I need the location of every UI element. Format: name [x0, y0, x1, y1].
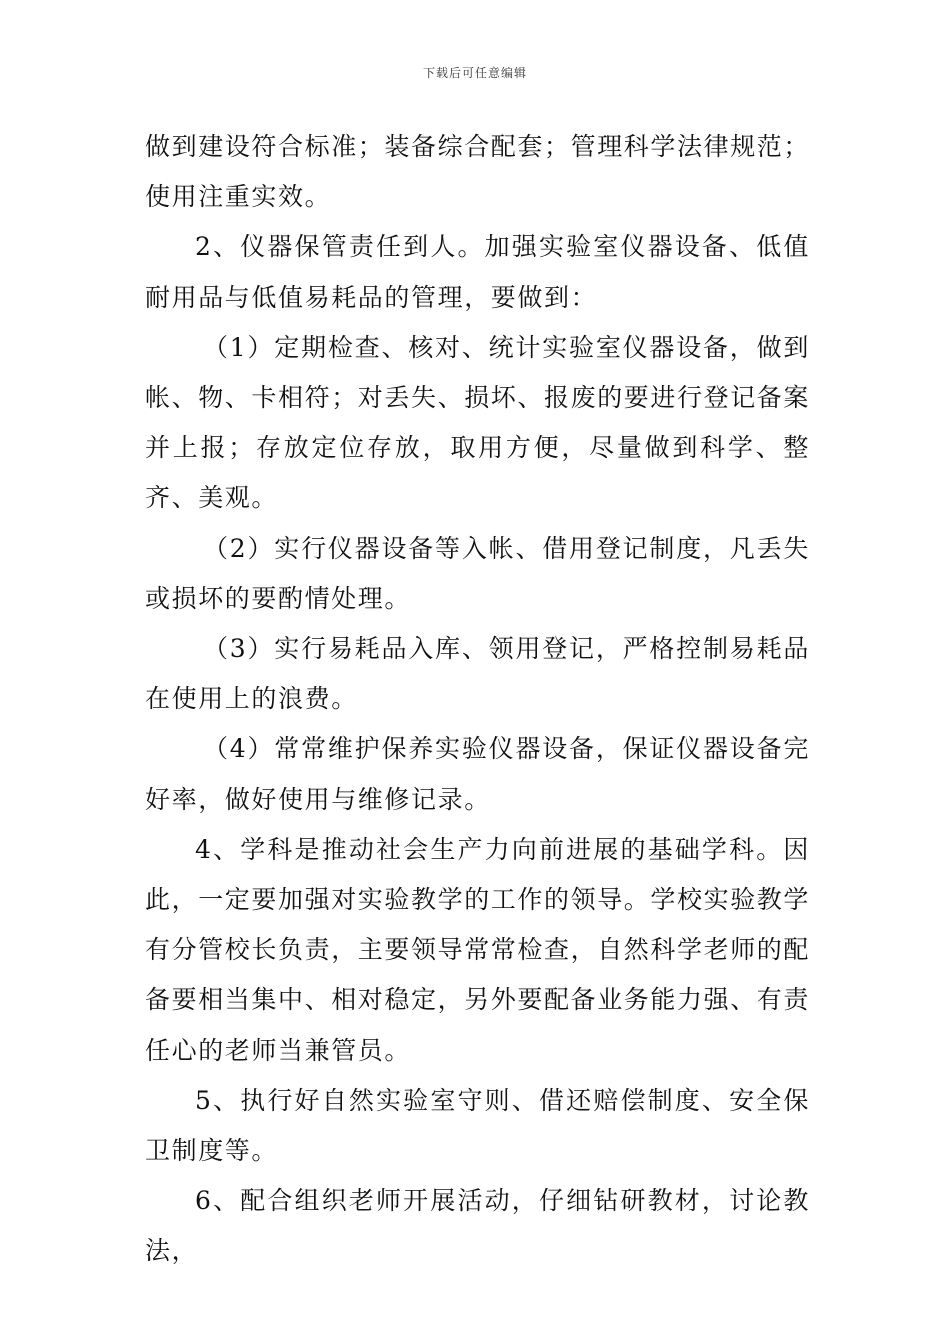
- page-header: 下载后可任意编辑: [422, 66, 527, 80]
- paragraph-item-2: 2、仪器保管责任到人。加强实验室仪器设备、低值耐用品与低值易耗品的管理，要做到：: [145, 232, 810, 312]
- paragraph-continuation: 做到建设符合标准；装备综合配套；管理科学法律规范；使用注重实效。: [145, 132, 811, 212]
- paragraph-item-5: 5、执行好自然实验室守则、借还赔偿制度、安全保卫制度等。: [145, 1085, 810, 1166]
- paragraph-item-6: 6、配合组织老师开展活动，仔细钻研教材，讨论教法，: [145, 1186, 810, 1266]
- paragraph-subitem-3: （3）实行易耗品入库、领用登记，严格控制易耗品在使用上的浪费。: [145, 634, 810, 714]
- paragraph-subitem-2: （2）实行仪器设备等入帐、借用登记制度，凡丢失或损坏的要酌情处理。: [145, 533, 810, 613]
- document-body: [145, 122, 810, 1277]
- paragraph-item-4: 4、学科是推动社会生产力向前进展的基础学科。因此，一定要加强对实验教学的工作的领导。学校实验教学有分管校长负责，主要领导常常检查，自然科学老师的配备要相当集中、相对稳定，另外要配备业务能力强、有责任心的老师当兼管员。: [145, 834, 811, 1065]
- paragraph-subitem-4: （4）常常维护保养实验仪器设备，保证仪器设备完好率，做好使用与维修记录。: [145, 734, 810, 814]
- paragraph-subitem-1: （1）定期检查、核对、统计实验室仪器设备，做到帐、物、卡相符；对丢失、损坏、报废的要进行登记备案并上报；存放定位存放，取用方便，尽量做到科学、整齐、美观。: [145, 332, 811, 513]
